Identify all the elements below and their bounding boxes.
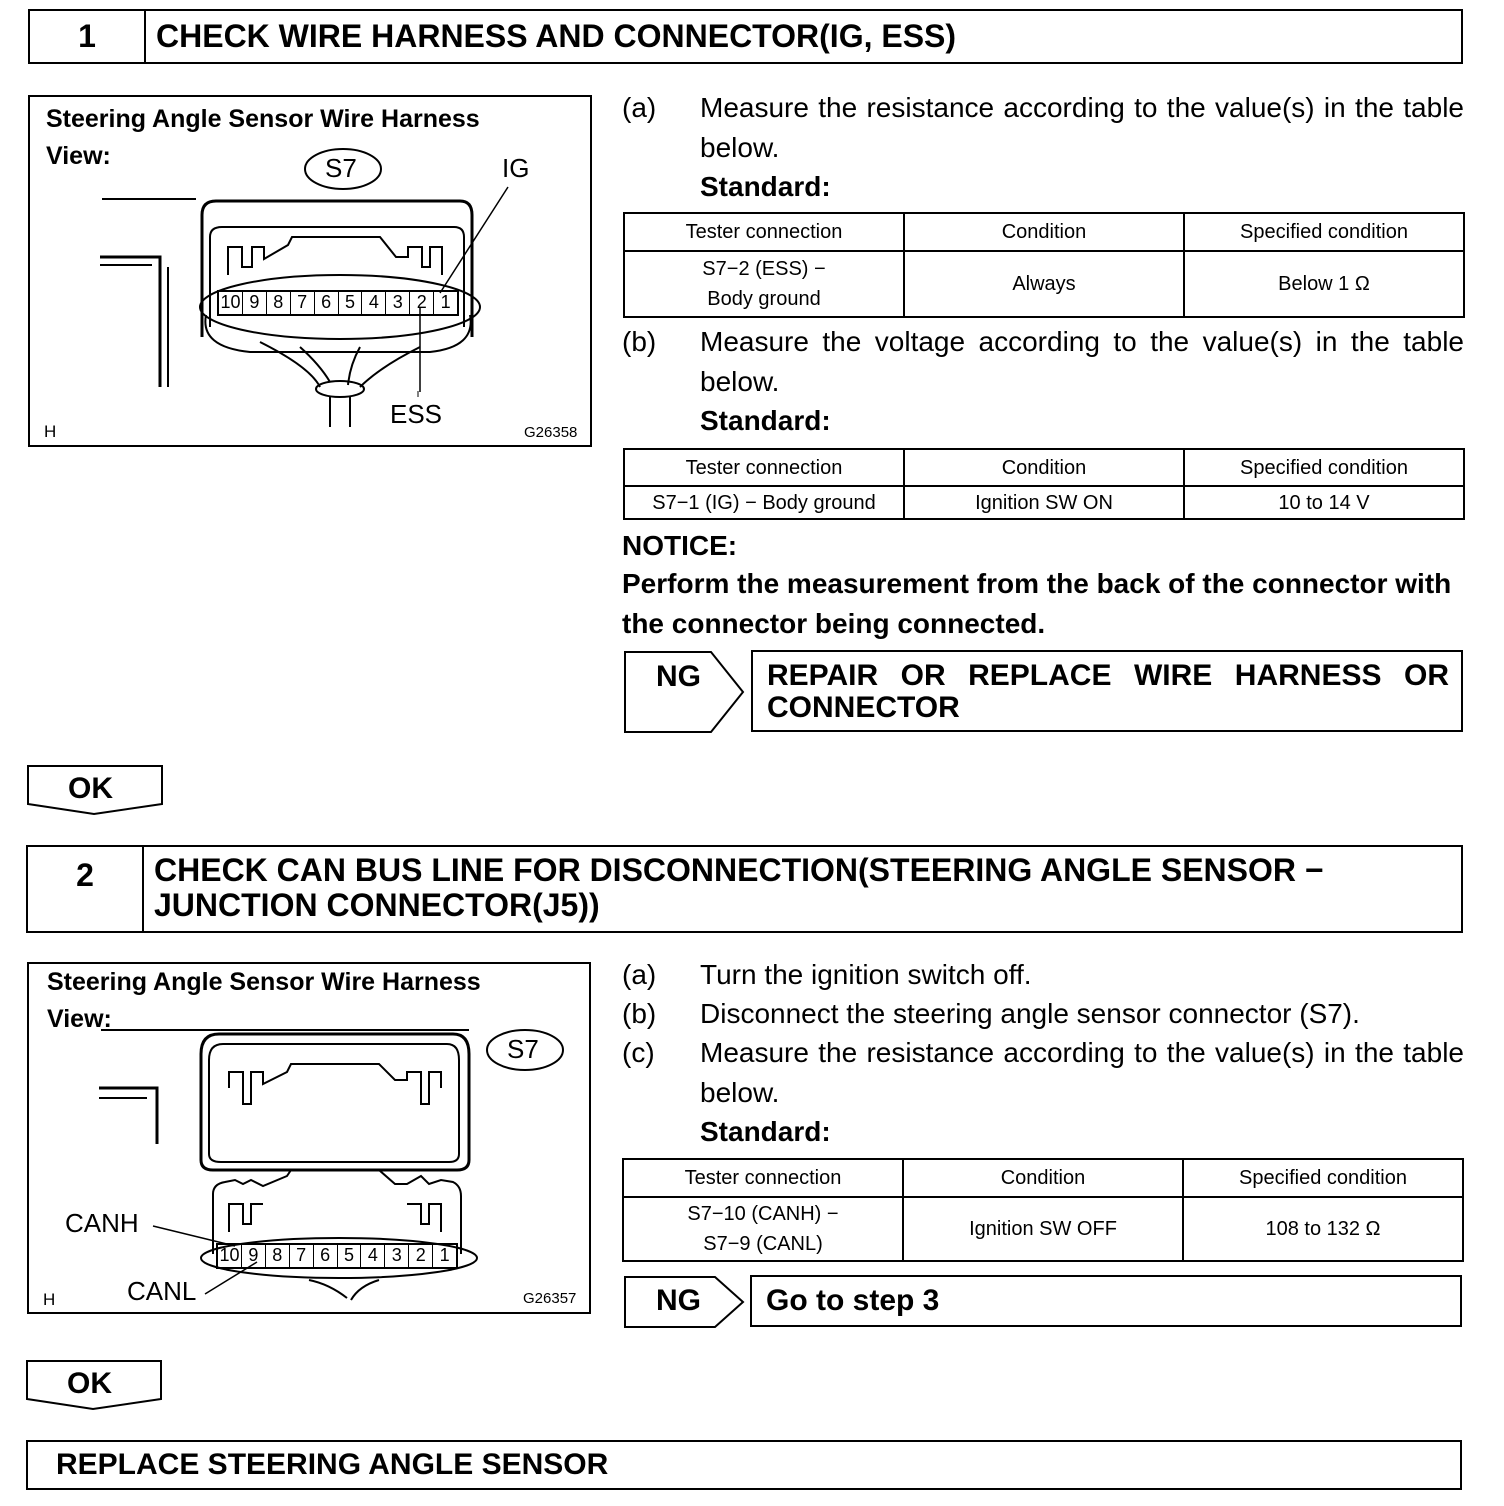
pin-label: 4 — [362, 292, 386, 314]
figure-title: Steering Angle Sensor Wire Harness View: — [47, 968, 481, 1033]
ess-label: ESS — [390, 399, 443, 429]
step-letter: (b) — [622, 326, 657, 357]
canh-label: CANH — [65, 1208, 139, 1238]
step2-header — [26, 845, 1463, 933]
step2-a — [622, 955, 1464, 995]
notice-title: NOTICE: — [622, 530, 738, 561]
figure-id: G26358 — [524, 424, 578, 441]
step2-number: 2 — [28, 847, 144, 931]
step-text: Measure the resistance according to the value(s) in the table below. — [700, 1037, 1464, 1108]
step-text: Measure the resistance according to the value(s) in the table below. — [700, 92, 1464, 163]
table-header: Specified condition — [1184, 213, 1464, 251]
pin-label: 1 — [439, 1245, 450, 1265]
pin-label: 10 — [219, 292, 243, 314]
table-header: Specified condition — [1183, 1159, 1463, 1197]
canl-label: CANL — [127, 1276, 197, 1306]
spec-table-a — [623, 212, 1465, 318]
final-action-text: REPLACE STEERING ANGLE SENSOR — [56, 1448, 609, 1481]
pin-label: 6 — [315, 292, 339, 314]
table-header: Tester connection — [624, 213, 904, 251]
table-header: Condition — [903, 1159, 1183, 1197]
spec-table-c — [622, 1158, 1464, 1262]
table-cell: Below 1 Ω — [1184, 251, 1464, 317]
step1-title: CHECK WIRE HARNESS AND CONNECTOR(IG, ESS) — [156, 18, 957, 54]
ig-leader-line — [440, 187, 508, 293]
figure-title: Steering Angle Sensor Wire Harness View: — [46, 105, 480, 170]
ng-action-box — [750, 1275, 1462, 1327]
table-header: Tester connection — [624, 449, 904, 486]
ig-label: IG — [502, 153, 530, 183]
figure-id: G26357 — [523, 1290, 577, 1307]
pin-label: 9 — [243, 292, 267, 314]
standard-label: Standard: — [700, 405, 831, 436]
pin-label: 8 — [267, 292, 291, 314]
table-cell: Ignition SW ON — [904, 486, 1184, 519]
step2-title: CHECK CAN BUS LINE FOR DISCONNECTION(STEERING ANGLE SENSOR − JUNCTION CONNECTOR(J5)) — [154, 852, 1324, 923]
ng-action-text: Go to step 3 — [766, 1284, 940, 1317]
pin-label: 10 — [218, 1245, 242, 1267]
table-cell: Always — [904, 251, 1184, 317]
ng-action-box — [751, 650, 1463, 732]
pin-label: 2 — [410, 292, 434, 314]
step1-header — [28, 9, 1463, 64]
table-cell: S7−10 (CANH) − S7−9 (CANL) — [623, 1197, 903, 1261]
table-header: Condition — [904, 213, 1184, 251]
step2-b — [622, 994, 1464, 1034]
step2-figure — [27, 962, 591, 1314]
ok-label: OK — [68, 772, 113, 805]
ng-action-text: REPAIR OR REPLACE WIRE HARNESS OR CONNECTOR — [767, 659, 1449, 724]
pin-label: 3 — [385, 1245, 409, 1267]
pin-label: 7 — [291, 292, 315, 314]
connector-diagram — [30, 97, 594, 449]
table-cell: Ignition SW OFF — [903, 1197, 1183, 1261]
notice-text: Perform the measurement from the back of the connector with the connector being connected. — [622, 568, 1452, 639]
table-header: Tester connection — [623, 1159, 903, 1197]
table-header: Specified condition — [1184, 449, 1464, 486]
ok-label: OK — [67, 1367, 112, 1400]
pin-label: 5 — [338, 1245, 362, 1267]
table-header: Condition — [904, 449, 1184, 486]
pin-labels — [218, 1245, 456, 1267]
step-letter: (a) — [622, 959, 657, 990]
table-cell: 108 to 132 Ω — [1183, 1197, 1463, 1261]
figure-corner-label: H — [43, 1290, 56, 1309]
step-text: Disconnect the steering angle sensor connector (S7). — [700, 998, 1360, 1029]
ng-label: NG — [656, 1284, 701, 1317]
step-letter: (a) — [622, 92, 657, 123]
step-letter: (c) — [622, 1037, 655, 1068]
step2-c — [622, 1033, 1464, 1113]
canh-leader-line — [153, 1226, 235, 1246]
table-cell: S7−2 (ESS) − Body ground — [624, 251, 904, 317]
spec-table-b — [623, 448, 1465, 520]
pin-label: 8 — [266, 1245, 290, 1267]
table-cell: S7−1 (IG) − Body ground — [624, 486, 904, 519]
pin-labels — [219, 292, 457, 314]
figure-corner-label: H — [44, 422, 57, 441]
pin-label: 3 — [386, 292, 410, 314]
pin-label: 4 — [361, 1245, 385, 1267]
pin-label: 5 — [339, 292, 363, 314]
pin-label: 6 — [314, 1245, 338, 1267]
final-action-box — [26, 1440, 1462, 1490]
pin-label: 2 — [409, 1245, 433, 1267]
pin-label: 1 — [440, 292, 451, 312]
table-cell: 10 to 14 V — [1184, 486, 1464, 519]
pin-label: 9 — [242, 1245, 266, 1267]
step1-b — [622, 322, 1464, 402]
connector-id-label: S7 — [507, 1034, 539, 1064]
step-letter: (b) — [622, 998, 657, 1029]
ng-label: NG — [656, 660, 701, 693]
step-text: Turn the ignition switch off. — [700, 959, 1032, 990]
step-text: Measure the voltage according to the value(s) in the table below. — [700, 326, 1464, 397]
pin-label: 7 — [290, 1245, 314, 1267]
connector-id-label: S7 — [325, 153, 357, 183]
step1-figure — [28, 95, 592, 447]
step1-number: 1 — [30, 11, 146, 62]
standard-label: Standard: — [700, 1116, 831, 1147]
standard-label: Standard: — [700, 171, 831, 202]
